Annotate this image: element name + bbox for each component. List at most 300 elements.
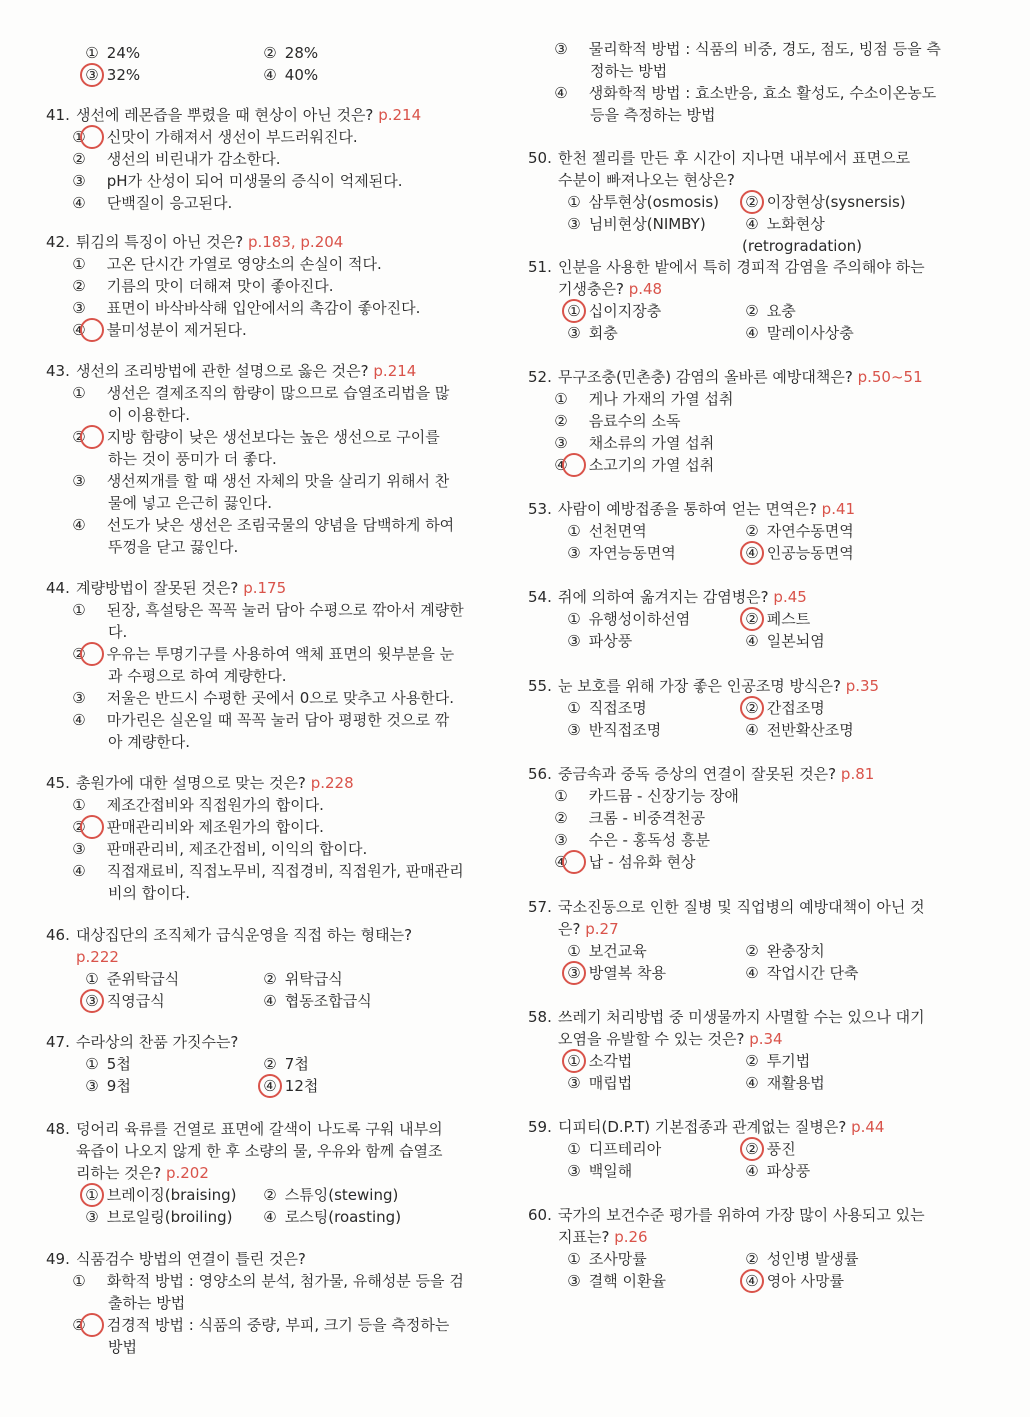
answer-option [46, 382, 498, 404]
option-marker: ③ [567, 1272, 581, 1290]
question-block [528, 763, 980, 873]
option-marker: ③ [567, 324, 581, 342]
question-stem [46, 231, 498, 253]
answer-option [528, 410, 980, 432]
option-marker: ② [72, 277, 86, 295]
answer-option [46, 192, 498, 214]
answer-option [742, 1162, 810, 1180]
option-marker: ③ [567, 544, 581, 562]
option-text: 화학적 방법 : 영양소의 분석, 첨가물, 유해성분 등을 검 [106, 1272, 464, 1290]
question-number: 59. [528, 1118, 552, 1136]
answer-option [82, 1077, 131, 1095]
option-text: 불미성분이 제거된다. [106, 321, 247, 339]
question-text: 기생충은? [558, 280, 624, 298]
option-text: 수은 - 홍독성 흥분 [588, 831, 710, 849]
answer-option [564, 632, 632, 650]
answer-option-selected [82, 66, 140, 84]
question-text-continued [528, 169, 980, 191]
answer-option-selected [742, 193, 906, 211]
option-marker: ④ [260, 1075, 280, 1097]
answer-option [528, 388, 980, 410]
answer-option-selected [742, 699, 825, 717]
question-block [46, 577, 498, 753]
question-number: 52. [528, 368, 552, 386]
option-marker: ① [567, 610, 581, 628]
answer-option [528, 38, 980, 60]
question-block [528, 256, 980, 344]
question-text: 튀김의 특징이 아닌 것은? [76, 233, 244, 251]
option-text: 조사망률 [588, 1250, 647, 1268]
option-marker: ② [745, 942, 759, 960]
option-marker: ③ [554, 40, 568, 58]
option-text: 생선은 결제조직의 함량이 많으므로 습열조리법을 많 [106, 384, 450, 402]
answer-option [564, 942, 647, 960]
option-marker: ③ [564, 962, 584, 984]
question-block [46, 42, 498, 86]
question-block [46, 772, 498, 904]
option-marker: ③ [567, 1162, 581, 1180]
option-marker: ① [567, 1250, 581, 1268]
answer-option [46, 148, 498, 170]
question-stem [528, 896, 980, 918]
answer-option-selected [82, 1186, 237, 1204]
question-stem [46, 577, 498, 599]
answer-option [46, 170, 498, 192]
question-number: 55. [528, 677, 552, 695]
page-reference: p.50~51 [857, 368, 923, 386]
option-cell [742, 940, 920, 962]
answer-option [528, 807, 980, 829]
answer-option [564, 699, 647, 717]
option-text: 인공능동면역 [766, 544, 854, 562]
option-marker: ① [72, 601, 86, 619]
option-cell [564, 1270, 742, 1292]
question-text: 쥐에 의하여 옮겨지는 감염병은? [558, 588, 769, 606]
question-stem [46, 1118, 498, 1140]
page-reference-line [46, 946, 498, 968]
question-text: 수라상의 찬품 가짓수는? [76, 1033, 239, 1051]
option-text: 40% [284, 66, 319, 84]
option-cell [742, 213, 920, 257]
answer-option-selected [528, 454, 980, 476]
option-marker: ③ [72, 299, 86, 317]
option-text: 음료수의 소독 [588, 412, 681, 430]
option-cell [742, 300, 920, 322]
answer-option [46, 275, 498, 297]
option-marker: ④ [742, 1270, 762, 1292]
option-cell [564, 1072, 742, 1094]
option-cell [260, 64, 438, 86]
option-cell [742, 1138, 920, 1160]
question-text: 덩어리 육류를 건열로 표면에 갈색이 나도록 구워 내부의 [76, 1120, 443, 1138]
question-number: 44. [46, 579, 70, 597]
option-text: 판매관리비, 제조간접비, 이익의 합이다. [106, 840, 368, 858]
option-text: pH가 산성이 되어 미생물의 증식이 억제된다. [106, 172, 403, 190]
option-text-continued: 뚜껑을 닫고 끓인다. [108, 538, 239, 556]
question-text: 국소진동으로 인한 질병 및 직업병의 예방대책이 아닌 것 [558, 898, 925, 916]
option-text: 게나 가재의 가열 섭취 [588, 390, 734, 408]
option-cell [742, 962, 920, 984]
option-grid [46, 968, 498, 1012]
option-marker: ③ [554, 434, 568, 452]
option-marker: ① [567, 1140, 581, 1158]
option-text: 지방 함량이 낮은 생선보다는 높은 생선으로 구이를 [106, 428, 440, 446]
answer-option [564, 215, 706, 233]
option-marker: ④ [745, 324, 759, 342]
option-marker: ① [72, 384, 86, 402]
option-marker: ④ [564, 454, 584, 476]
question-text-continued [528, 1028, 980, 1050]
option-grid [528, 1138, 980, 1182]
answer-option [260, 1208, 401, 1226]
question-text: 대상집단의 조직체가 급식운영을 직접 하는 형태는? [76, 926, 413, 944]
option-marker: ① [72, 796, 86, 814]
answer-option [260, 1186, 398, 1204]
question-stem [528, 498, 980, 520]
option-text: 재활용법 [766, 1074, 825, 1092]
option-text: 28% [284, 44, 319, 62]
option-marker: ④ [745, 215, 759, 233]
option-cell [82, 42, 260, 64]
question-block [528, 896, 980, 984]
answer-option-selected [46, 643, 498, 665]
answer-option [742, 215, 862, 255]
question-block [46, 231, 498, 341]
question-block [46, 360, 498, 558]
answer-option [564, 324, 618, 342]
answer-option-selected [46, 126, 498, 148]
option-cell [82, 64, 260, 86]
answer-option [742, 1074, 825, 1092]
option-marker: ② [263, 970, 277, 988]
question-block [528, 366, 980, 476]
option-text: 7첩 [284, 1055, 309, 1073]
question-stem [46, 924, 498, 946]
option-marker: ② [742, 191, 762, 213]
option-text: 24% [106, 44, 141, 62]
question-text: 생선의 조리방법에 관한 설명으로 옳은 것은? [76, 362, 369, 380]
answer-option [46, 838, 498, 860]
answer-option [46, 470, 498, 492]
answer-option [564, 1272, 666, 1290]
option-cell [742, 719, 920, 741]
option-cell [564, 1248, 742, 1270]
answer-option-selected [46, 319, 498, 341]
option-marker: ③ [567, 1074, 581, 1092]
option-text: 선도가 낮은 생선은 조림국물의 양념을 담백하게 하여 [106, 516, 455, 534]
question-block [46, 1031, 498, 1097]
option-marker: ② [745, 522, 759, 540]
option-text: 일본뇌염 [766, 632, 825, 650]
option-cell [742, 608, 920, 630]
question-number: 49. [46, 1250, 70, 1268]
option-text: 저울은 반드시 수평한 곳에서 0으로 맞추고 사용한다. [106, 689, 454, 707]
option-text: 32% [106, 66, 141, 84]
answer-option [742, 942, 825, 960]
option-marker: ④ [72, 516, 86, 534]
option-text-continued: 정하는 방법 [590, 62, 668, 80]
option-text: 마가린은 실온일 때 꼭꼭 눌러 담아 평평한 것으로 깎 [106, 711, 450, 729]
option-text: 파상풍 [766, 1162, 811, 1180]
option-grid [46, 1053, 498, 1097]
option-marker: ① [72, 255, 86, 273]
option-text: 방열복 착용 [588, 964, 666, 982]
question-text: 생선에 레몬즙을 뿌렸을 때 현상이 아닌 것은? [76, 106, 374, 124]
option-marker: ④ [263, 1208, 277, 1226]
answer-option-selected [742, 1140, 796, 1158]
option-text: 작업시간 단축 [766, 964, 859, 982]
question-number: 58. [528, 1008, 552, 1026]
option-marker: ④ [742, 542, 762, 564]
option-cell [742, 630, 920, 652]
option-text: 제조간접비와 직접원가의 합이다. [106, 796, 324, 814]
question-block [528, 675, 980, 741]
option-text: 생선의 비린내가 감소한다. [106, 150, 281, 168]
answer-option [564, 544, 676, 562]
option-text: 생선찌개를 할 때 생선 자체의 맛을 살리기 위해서 찬 [106, 472, 450, 490]
page-reference: p.214 [373, 362, 417, 380]
option-cell [564, 542, 742, 564]
option-text: 반직접조명 [588, 721, 662, 739]
option-grid [528, 697, 980, 741]
option-marker: ③ [567, 632, 581, 650]
option-text-continued: 하는 것이 풍미가 더 좋다. [108, 450, 277, 468]
option-marker: ③ [567, 721, 581, 739]
option-marker: ④ [745, 964, 759, 982]
option-marker: ② [72, 150, 86, 168]
option-marker: ① [85, 1055, 99, 1073]
question-text-continued [46, 1140, 498, 1162]
answer-option [564, 193, 719, 211]
option-grid [528, 191, 980, 257]
option-cell [260, 42, 438, 64]
option-text: 로스팅(roasting) [284, 1208, 402, 1226]
option-text: 위탁급식 [284, 970, 343, 988]
option-text: 자연능동면역 [588, 544, 676, 562]
option-cell [564, 940, 742, 962]
option-cell [82, 1184, 260, 1206]
question-block [46, 924, 498, 1012]
question-text-continued [528, 918, 980, 940]
option-text: 님비현상(NIMBY) [588, 215, 706, 233]
option-grid [528, 1050, 980, 1094]
question-number: 45. [46, 774, 70, 792]
answer-option-selected [564, 1052, 632, 1070]
option-cell [564, 1160, 742, 1182]
answer-option [742, 964, 859, 982]
option-marker: ④ [745, 1074, 759, 1092]
question-number: 51. [528, 258, 552, 276]
question-stem [528, 586, 980, 608]
answer-option [742, 1250, 859, 1268]
option-marker: ① [85, 44, 99, 62]
option-marker: ④ [72, 194, 86, 212]
answer-option [742, 721, 854, 739]
option-text: 노화현상(retrogradation) [742, 215, 862, 255]
option-text: 전반확산조명 [766, 721, 854, 739]
question-stem [528, 763, 980, 785]
question-block [46, 1118, 498, 1228]
option-text: 브로일링(broiling) [106, 1208, 233, 1226]
option-text: 우유는 투명기구를 사용하여 액체 표면의 윗부분을 눈 [106, 645, 455, 663]
option-marker: ③ [72, 840, 86, 858]
option-marker: ① [72, 1272, 86, 1290]
question-stem [528, 147, 980, 169]
option-text-continued: 출하는 방법 [108, 1294, 186, 1312]
option-marker: ① [554, 390, 568, 408]
option-marker: ② [742, 608, 762, 630]
option-text: 고온 단시간 가열로 영양소의 손실이 적다. [106, 255, 382, 273]
option-text: 소각법 [588, 1052, 633, 1070]
option-cell [564, 191, 742, 213]
option-cell [742, 697, 920, 719]
option-cell [564, 520, 742, 542]
page-reference: p.26 [614, 1228, 648, 1246]
option-text: 삼투현상(osmosis) [588, 193, 720, 211]
question-number: 54. [528, 588, 552, 606]
option-marker: ① [567, 522, 581, 540]
option-text: 간접조명 [766, 699, 825, 717]
option-marker: ② [745, 1250, 759, 1268]
option-grid [46, 1184, 498, 1228]
question-stem [528, 675, 980, 697]
option-cell [742, 520, 920, 542]
answer-option [46, 253, 498, 275]
question-text-continued [528, 1226, 980, 1248]
page-reference: p.34 [749, 1030, 783, 1048]
question-number: 41. [46, 106, 70, 124]
answer-option [46, 709, 498, 731]
question-text: 육즙이 나오지 않게 한 후 소량의 물, 우유와 함께 습열조 [76, 1142, 443, 1160]
answer-option [46, 297, 498, 319]
option-marker: ③ [85, 1077, 99, 1095]
answer-option [260, 44, 318, 62]
option-text: 풍진 [766, 1140, 796, 1158]
answer-option [564, 1162, 632, 1180]
page-reference: p.228 [310, 774, 354, 792]
option-text: 표면이 바삭바삭해 입안에서의 촉감이 좋아진다. [106, 299, 421, 317]
option-cell [260, 990, 438, 1012]
option-text: 9첩 [106, 1077, 131, 1095]
page-reference: p.202 [165, 1164, 209, 1182]
option-marker: ① [85, 970, 99, 988]
option-text: 파상풍 [588, 632, 633, 650]
option-text-continued: 등을 측정하는 방법 [590, 106, 716, 124]
answer-option-selected [46, 426, 498, 448]
option-cell [260, 968, 438, 990]
question-text: 국가의 보건수준 평가를 위하여 가장 많이 사용되고 있는 [558, 1206, 925, 1224]
option-grid [528, 940, 980, 984]
option-cell [564, 322, 742, 344]
question-text: 총원가에 대한 설명으로 맞는 것은? [76, 774, 306, 792]
option-cell [82, 1206, 260, 1228]
option-text: 검경적 방법 : 식품의 중량, 부피, 크기 등을 측정하는 [106, 1316, 450, 1334]
option-cell [564, 1138, 742, 1160]
option-text: 페스트 [766, 610, 811, 628]
option-marker: ① [554, 787, 568, 805]
question-block [528, 586, 980, 652]
answer-option [742, 522, 854, 540]
option-marker: ② [263, 1186, 277, 1204]
option-text: 직접조명 [588, 699, 647, 717]
option-cell [82, 1075, 260, 1097]
question-block [46, 104, 498, 214]
option-marker: ④ [263, 992, 277, 1010]
option-cell [82, 1053, 260, 1075]
question-stem [528, 1116, 980, 1138]
question-number: 56. [528, 765, 552, 783]
answer-option [528, 785, 980, 807]
question-stem [528, 256, 980, 278]
question-block [528, 1204, 980, 1292]
question-stem [46, 360, 498, 382]
answer-option [742, 324, 854, 342]
option-text: 된장, 흑설탕은 꼭꼭 눌러 담아 수평으로 깎아서 계량한 [106, 601, 464, 619]
answer-option-selected [82, 992, 165, 1010]
option-cell [742, 1270, 920, 1292]
question-number: 42. [46, 233, 70, 251]
option-marker: ① [82, 1184, 102, 1206]
question-text: 계량방법이 잘못된 것은? [76, 579, 239, 597]
option-text: 스튜잉(stewing) [284, 1186, 399, 1204]
option-text: 결핵 이환율 [588, 1272, 666, 1290]
question-stem [46, 772, 498, 794]
page-reference: p.44 [851, 1118, 885, 1136]
answer-option [82, 1208, 233, 1226]
answer-option [742, 632, 825, 650]
option-text: 자연수동면역 [766, 522, 854, 540]
question-stem [528, 1006, 980, 1028]
answer-option [528, 82, 980, 104]
question-stem [46, 104, 498, 126]
option-text: 물리학적 방법 : 식품의 비중, 경도, 점도, 빙점 등을 측 [588, 40, 941, 58]
option-marker: ④ [745, 632, 759, 650]
option-marker: ① [564, 300, 584, 322]
answer-option [564, 610, 690, 628]
page-reference: p.183, p.204 [247, 233, 344, 251]
option-text: 디프테리아 [588, 1140, 662, 1158]
question-block [528, 147, 980, 257]
option-marker: ③ [567, 215, 581, 233]
option-text-continued: 이 이용한다. [108, 406, 190, 424]
answer-option-selected [260, 1077, 318, 1095]
option-text: 보건교육 [588, 942, 647, 960]
option-text: 이장현상(sysnersis) [766, 193, 906, 211]
option-marker: ② [263, 1055, 277, 1073]
option-text: 성인병 발생률 [766, 1250, 859, 1268]
option-marker: ② [742, 697, 762, 719]
question-number: 50. [528, 149, 552, 167]
option-marker: ④ [745, 1162, 759, 1180]
answer-option-selected [742, 610, 810, 628]
question-number: 47. [46, 1033, 70, 1051]
option-text: 말레이사상충 [766, 324, 854, 342]
answer-option [46, 599, 498, 621]
option-marker: ② [82, 643, 102, 665]
option-text-continued: 과 수평으로 하여 계량한다. [108, 667, 287, 685]
answer-option [82, 970, 179, 988]
question-text: 수분이 빠져나오는 현상은? [558, 171, 735, 189]
answer-option-selected [564, 964, 666, 982]
question-text: 무구조충(민촌충) 감염의 올바른 예방대책은? [558, 368, 853, 386]
answer-option [564, 721, 661, 739]
option-cell [742, 191, 920, 213]
option-marker: ③ [82, 990, 102, 1012]
option-text: 요충 [766, 302, 796, 320]
question-text: 인분을 사용한 밭에서 특히 경피적 감염을 주의해야 하는 [558, 258, 925, 276]
option-text: 채소류의 가열 섭취 [588, 434, 715, 452]
option-marker: ③ [82, 64, 102, 86]
